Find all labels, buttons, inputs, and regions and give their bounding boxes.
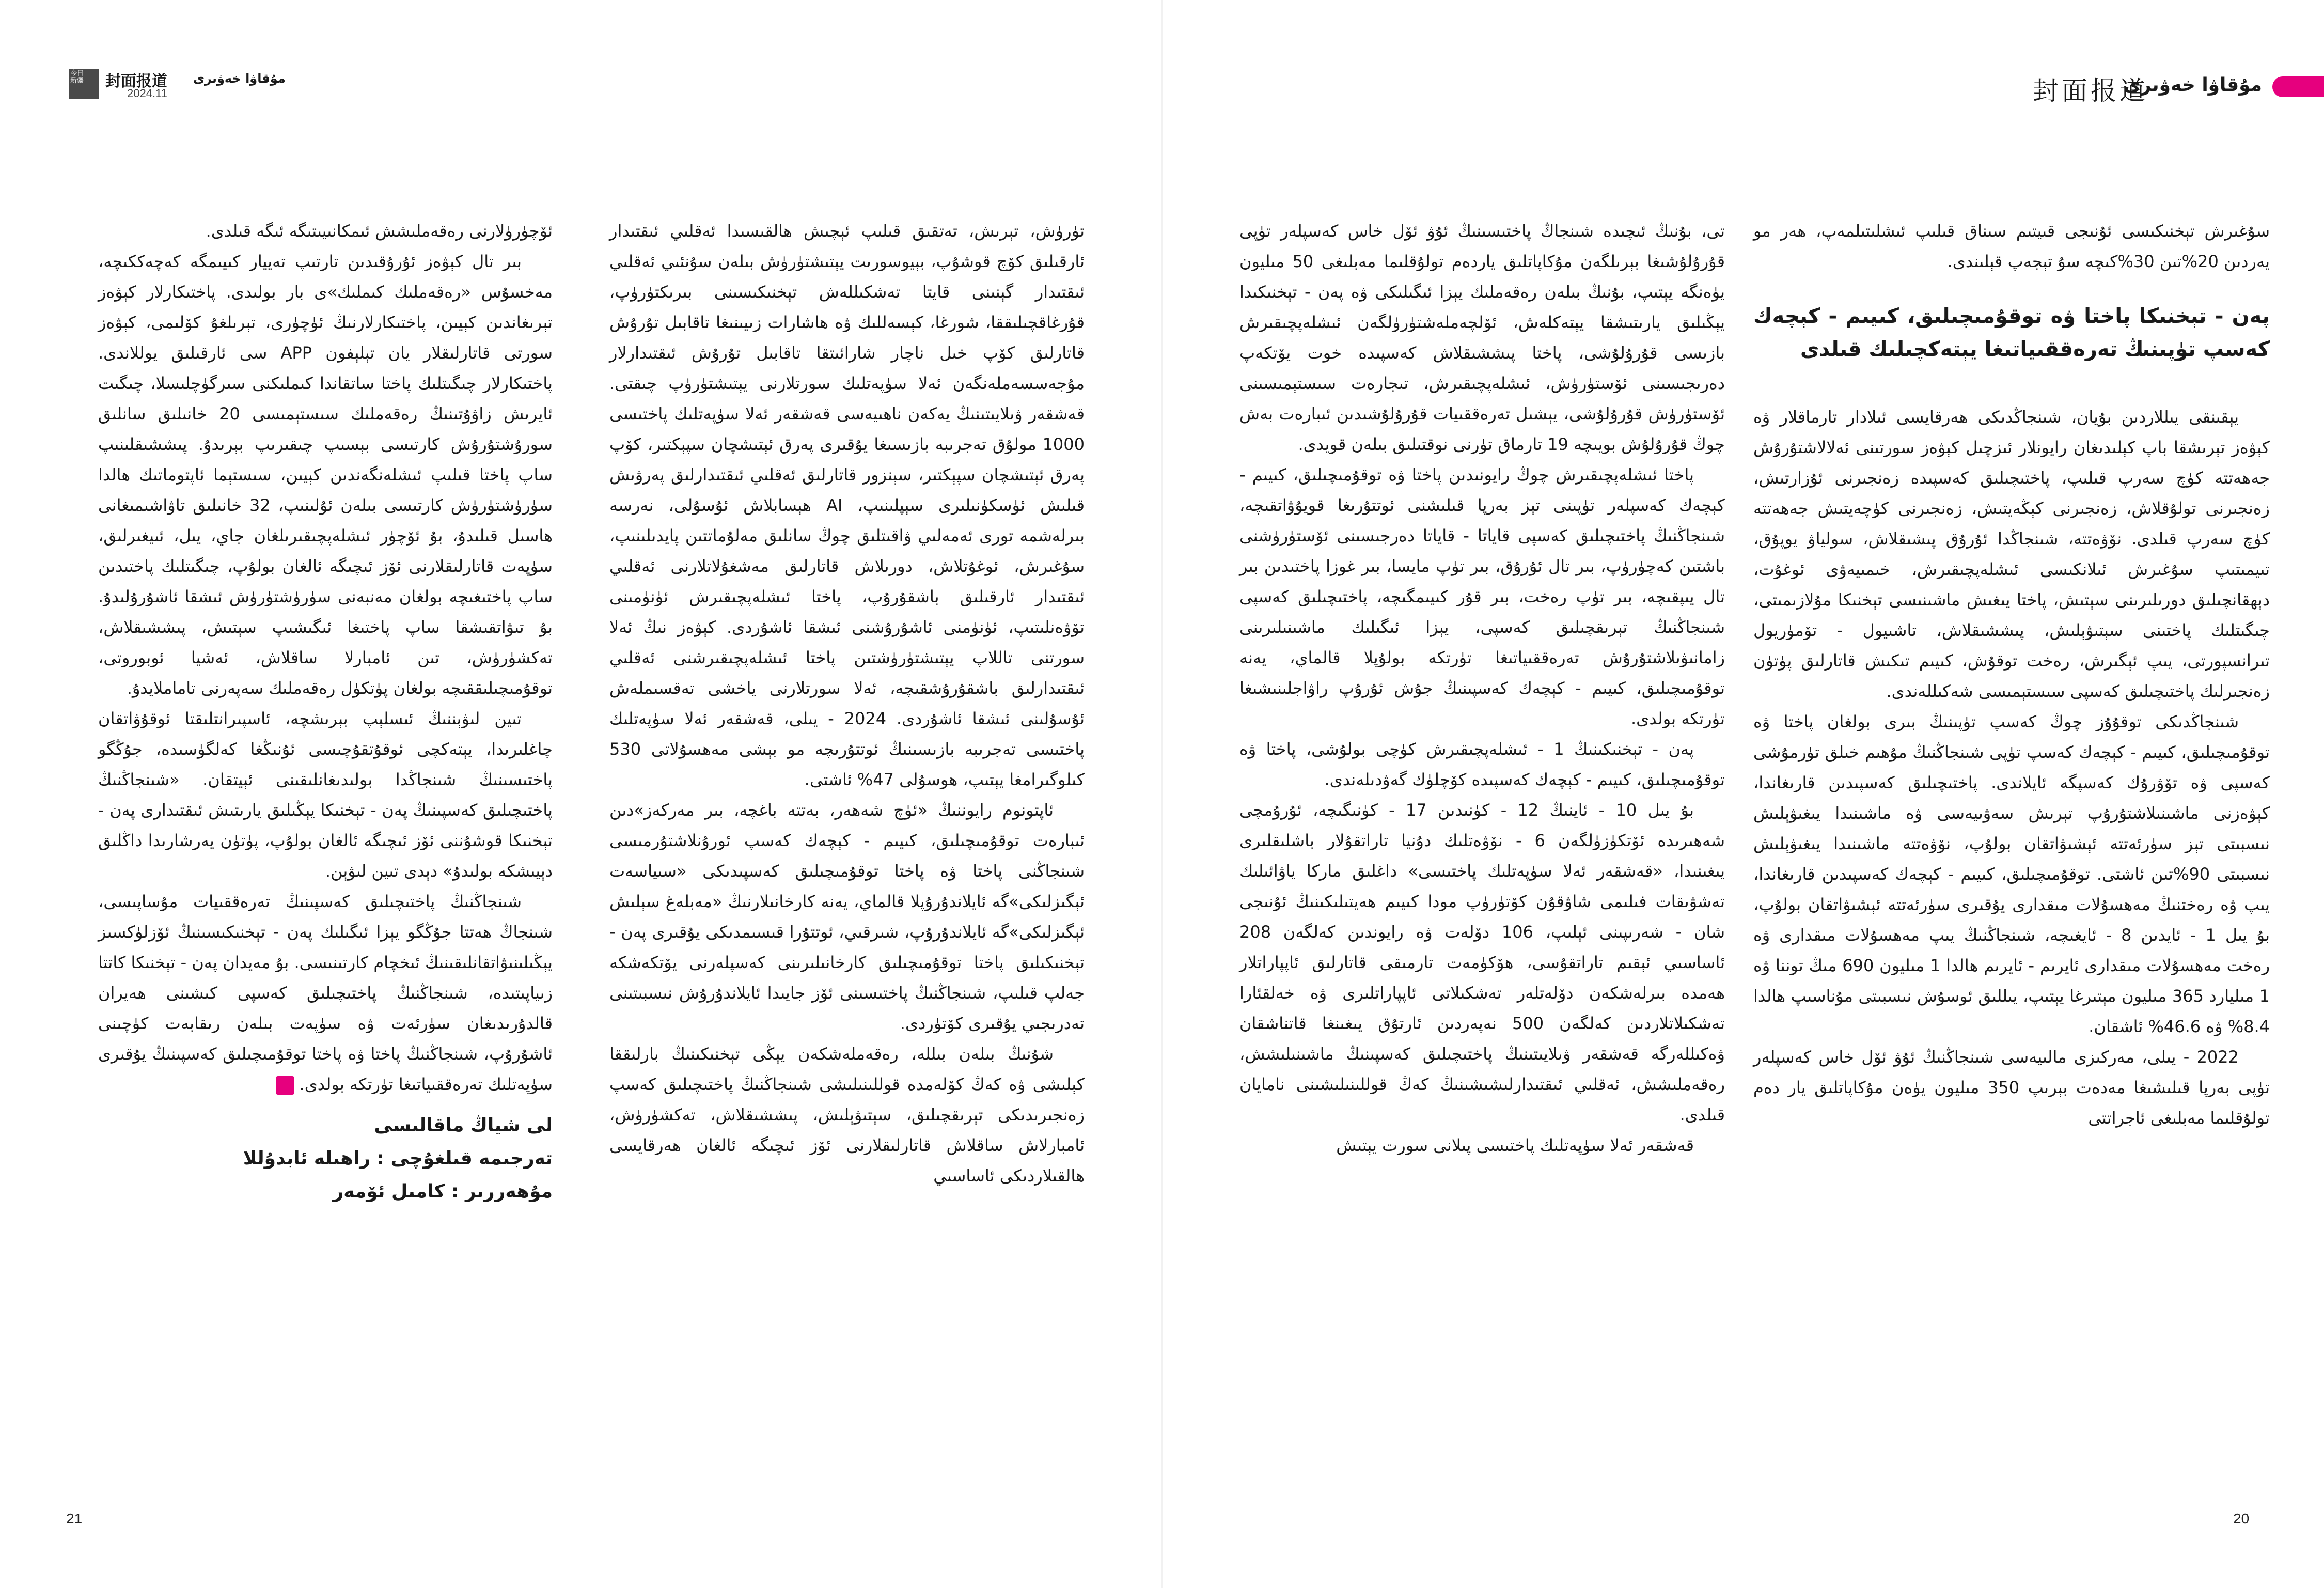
paragraph: پەن - تېخنىكىنىڭ 1 - ئىشلەپچىقىرش كۈچى بولۇشى، پاختا ۋە توقۇمىچىلىق، كىيىم - كېچەك كەسپىدە كۆچلۈك گەۋدىلەندى. — [1239, 739, 1725, 789]
issue-date: 2024.11 — [127, 87, 167, 100]
paragraph: شۇنىڭ بىلەن بىللە، رەقەملەشكەن يېڭى تېخنىكىنىڭ بارلىققا كېلىشى ۋە كەڭ كۆلەمدە قوللىنىلىشى شىنجاڭنىڭ پاختىچىلىق كەسپ زەنجىرىدىكى تېرىقچىلىق، سېتىۋېلىش، پىششىقلاش، تەكشۈرۈش، ئامبارلاش ساقلاش قاتارلىقلارنى ئۆز ئىچىگە ئالغان ھەرقايسى ھالقىلاردىكى ئاساسىي — [609, 1044, 1085, 1186]
magazine-logo — [69, 69, 99, 99]
page-number-right: 20 — [2233, 1511, 2250, 1527]
editor-credit: مۇھەررىر : كامىل ئۆمەر — [333, 1181, 553, 1202]
section-title-ug-right: مۇقاۋا خەۋىرى — [2123, 74, 2262, 96]
column-4 — [1753, 216, 2270, 1133]
end-mark-icon — [276, 1076, 294, 1095]
credits — [98, 1109, 553, 1208]
translator-credit: تەرجىمە قىلغۇچى : راھىلە ئابدۇللا — [243, 1148, 553, 1169]
paragraph-text: شىنجاڭنىڭ پاختىچىلىق كەسپىنىڭ تەرەققىيات مۇساپىسى، شىنجاڭ ھەتتا جۇڭگو يېزا ئىگىلىك پەن - تېخنىكىسىنىڭ ئۆزلۈكسىز يېڭىلىنىۋاتقانلىقىنىڭ ئىخچام كارتىنىسى. بۇ مەيدان پەن - تېخنىكا كاتتا زىياپىتىدە، شىنجاڭنىڭ پاختىچىلىق كەسپى كىشىنى ھەيران قالدۇرىدىغان سۈرئەت ۋە سۈپەت بىلەن رىقابەت كۈچىنى ئاشۇرۇپ، شىنجاڭنىڭ پاختا ۋە پاختا توقۇمىچىلىق كەسپىنىڭ يۇقىرى سۈپەتلىك تەرەققىياتىغا تۈرتكە بولدى. — [98, 892, 553, 1094]
paragraph: شىنجاڭدىكى توقۇۇز چوڭ كەسپ تۈپىنىڭ بىرى بولغان پاختا ۋە توقۇمىچىلىق، كىيىم - كېچەك كەسپ تۈپى شىنجاڭنىڭ مۇھىم خىلق تۈرمۇشى كەسپى ۋە تۆۋرۇك كەسپگە ئايلاندى. پاختىچىلىق كەسپىدىن قارىغاندا، كېۋەزنى ماشىنىلاشتۇرۇپ تېرىش سەۋىيەسى ۋە ماشىنىدا يىغىۋېلىش نىسبىتى تېز سۈرئەتتە ئېشىۋاتقان بولۇپ، نۆۋەتتە ماشىنىدا يىغىۋېلىش نىسبىتى 90%تىن ئاشتى. توقۇمىچىلىق، كىيىم - كېچەك كەسپىدىن قارىغاندا، يىپ ۋە رەختنىڭ مەھسۇلات مىقدارى يۇقىرى سۈرئەتتە ئېشىۋاتقان بولۇپ، بۇ يىل 1 - ئايدىن 8 - ئايغىچە، شىنجاڭنىڭ يىپ مەھسۇلات مىقدارى ۋە رەخت مەھسۇلات مىقدارى ئايرىم - ئايرىم ھالدا 1 مىليون 690 مىڭ توننا ۋە 1 مىليارد 365 مىليون مېتىرغا يېتىپ، يىللىق ئوسۇش نىسبىتى مۇناسىپ ھالدا 8.4% ۋە 46.6% ئاشقان. — [1753, 712, 2270, 1036]
column-3 — [1239, 216, 1725, 1161]
section-title-ug: مۇقاۋا خەۋىرى — [193, 71, 286, 86]
paragraph: يېقىنقى يىللاردىن بۇيان، شىنجاڭدىكى ھەرقايسى ئىلادار تارماقلار ۋە كېۋەز تېرىشقا باپ كېلىدىغان رايونلار ئىزچىل كېۋەز سورتىنى ئەلالاشتۇرۇش جەھەتتە كۈچ سەرپ قىلىپ، پاختىچىلىق كەسپىدە زەنجىرنى ئۇزارتىش، زەنجىرنى تولۇقلاش، زەنجىرنى كېڭەيتىش، زەنجىرنى كۈچەيتىش جەھەتتە كۈچ سەرپ قىلدى. نۆۋەتتە، شىنجاڭدا ئۇرۇق پىشىقلاش، سولياۋ يوپۇق، تىيمىتىپ سۇغىرش ئىلانكىسى ئىشلەپچىقىرش، خىمىيەۋى ئوغۇت، دېھقانچىلىق دورىلىرىنى سېتىش، پاختا يىغىش ماشىنىسى تېخنىكا مۇلازىمىتى، چىگىتلىك پاختىنى سېتىۋېلىش، پىششىقلاش، تاشىيول - تۆمۈريول تىرانسپورتى، يىپ ئېگىرش، رەخت توقۇش، كىيىم تىكىش قاتارلىق پۈتۈن زەنجىرلىك پاختىچىلىق كەسپى سىستېمىسى شەكىللەندى. — [1753, 407, 2270, 701]
section-title-cn: 封面报道 — [105, 72, 167, 90]
page-number-left: 21 — [66, 1511, 83, 1527]
paragraph: تىين لىۋېننىڭ ئىسلېپ بېرىشچە، ئاسپىرانتلىقتا ئوقۇۋاتقان چاغلىرىدا، يېتەكچى ئوقۇتقۇچىسى ئۇنىڭغا كەلگۈسىدە، جۇڭگو پاختىسىنىڭ شىنجاڭدا بولىدىغانلىقىنى ئېيتقان. «شىنجاڭنىڭ پاختىچىلىق كەسپىنىڭ پەن - تېخنىكا يېڭىلىق يارىتىش ئىقتىدارى پەن - تېخنىكا قوشۇننى ئۆز ئىچىگە ئالغان بولۇپ، پۈتۈن يەرشارىدا داڭلىق دېيىشكە بولىدۇ» دېدى تىين لىۋېن. — [98, 709, 553, 881]
subheading: پەن - تېخنىكا پاختا ۋە توقۇمىچىلىق، كىيىم - كېچەك كەسپ تۈپىنىڭ تەرەققىياتىغا يېتەكچىلىك قىلدى — [1753, 304, 2270, 361]
column-2 — [609, 216, 1085, 1191]
author-credit: لى شياڭ ماقالىسى — [374, 1115, 553, 1136]
paragraph: ئاپتونوم رايوننىڭ «ئۈچ شەھەر، بەتتە باغچە، بىر مەركەز»دىن ئىبارەت توقۇمىچىلىق، كىيىم - كېچەك كەسپ ئورۇنلاشتۇرمىسى شىنجاڭنى پاختا ۋە پاختا توقۇمىچىلىق كەسپىدىكى «سىياسەت ئېگىزلىكى»گە ئايلاندۇرۇپلا قالماي، يەنە كارخانىلارنىڭ «مەبلەغ سېلىش ئېگىزلىكى»گە ئايلاندۇرۇپ، شىرقىي، ئوتتۇرا قىسىمدىكى يۇقىرى پەن - تېخنىكىلىق پاختا توقۇمىچىلىق كارخانىلىرىنى كەسپلەرنى يۆتكەشكە جەلپ قىلىپ، شىنجاڭنىڭ پاختىسىنى ئۆز جايىدا ئايلاندۇرۇش نىسبىتىنى تەدرىجىي يۇقىرى كۆتۈردى. — [609, 800, 1085, 1033]
paragraph — [98, 886, 553, 1100]
section-tab — [2272, 76, 2324, 97]
paragraph: سۇغىرش تېخنىكىسى ئۇنىجى قىيتىم سىناق قىلىپ ئىشلىتىلمەپ، ھەر مو يەردىن 20%تىن 30%كىچە سۇ تېجەپ قېلىندى. — [1753, 221, 2270, 271]
paragraph: 2022 - يىلى، مەركىزى مالىيەسى شىنجاڭنىڭ ئۇۋ ئۆل خاس كەسپلەر تۈپى بەرپا قىلىشىغا مەدەت بېرىپ 350 مىليون يۈەن مۇكاپاتلىق يار دەم تولۇقلىما مەبلىغى ئاجراتتى — [1753, 1047, 2270, 1128]
section-title-cn-right: 封面报道 — [2033, 76, 2148, 106]
paragraph: بىر تال كېۋەز ئۇرۇقىدىن تارتىپ تەييار كىيىمگە كەچەككىچە، مەخسۇس «رەقەملىك كىملىك»ى بار بولىدى. پاختىكارلار كېۋەز تېرىغاندىن كېيىن، پاختىكارلارنىڭ ئۈچۈرى، تېرىلغۇ كۆلىمى، كېۋەز سورتى قاتارلىقلار يان تېلېفون APP سى ئارقىلىق يوللاندى. پاختىكارلار چىگىتلىك پاختا ساتقاندا كىملىكنى سىرگۈچلىسلا، چىگىت ئايرىش زاۋۇتىنىڭ رەقەملىك سىستېمىسى 20 خانىلىق سانلىق سورۇشتۇرۇش كارتىسى بېسىپ چىقىرىپ بېرىدۇ. پىششىقلىنىپ ساپ پاختا قىلىپ ئىشلەنگەندىن كېيىن، سىستېما ئاپتوماتىك ھالدا سۈرۈشتۈرۈش كارتىسى بىلەن ئۇلىنىپ، 32 خانىلىق تاۋاشىمىغانى ھاسىل قىلىدۇ، بۇ ئۆچۈر ئىشلەپچىقىرىلغان جاي، يىل، ئىيغىرلىق، سۈپەت قاتارلىقلارنى ئۆز ئىچىگە ئالغان بولۇپ، چىگىتلىك پاختىدىن ساپ پاختىغىچە بولغان مەنبەنى سۈرۈشتۈرۈش ئىشقا ئاشۇرۇلىدۇ. بۇ تىۋاتقىشقا ساپ پاختىغا ئىگىشىپ سېتىش، پىششىقلاش، تەكشۈرۈش، تىن ئامبارلا ساقلاش، ئەشيا ئوبوروتى، توقۇمىچىلىققىچە بولغان پۈتكۈل رەقەملىك سەپەرنى تاماملايدۇ. — [98, 252, 553, 698]
paragraph: بۇ يىل 10 - ئاينىڭ 12 - كۈنىدىن 17 - كۈنىگىچە، ئۇرۇمچى شەھىرىدە ئۆتكۈزۈلگەن 6 - نۆۋەتلىك دۇنيا تاراتقۇلار باشلىقلىرى يىغىنىدا، «قەشقەر ئەلا سۈپەتلىك پاختىسى» داغلىق ماركا ياۋائىلىك تەشۋىقات فىلىمى شاۋقۇن كۆتۈرۈپ مودا كىيىم ھەيتىلىكىنىڭ ئۇنىجى شان - شەرىپىنى ئېلىپ، 106 دۆلەت ۋە رايوندىن كەلگەن 208 ئاساسىي ئېقىم تاراتقۇسى، ھۆكۈمەت تارمىقى قاتارلىق ئاپپاراتلار ھەمدە بىرلەشكەن دۆلەتلەر تەشكىلاتى ئاپپاراتلىرى ۋە خەلقئارا تەشكىلاتلاردىن كەلگەن 500 نەپەردىن ئارتۇق يىغىنغا قاتناشقان ۋەكىللەرگە قەشقەر ۋىلايىتىنىڭ پاختىچىلىق كەسپىنىڭ ماشىنىلىشش، رەقەملىشش، ئەقلىي ئىقتىدارلىشىشىنىڭ كەڭ قوللىنىلىشىنى نامايان قىلدى. — [1239, 800, 1725, 1125]
logo-line-1: 今日 — [70, 70, 84, 77]
paragraph: پاختا ئىشلەپچىقىرش چوڭ رايونىدىن پاختا ۋە توقۇمىچىلىق، كىيىم - كېچەك كەسپلەر تۈپىنى تېز بەرپا قىلىشنى ئوتتۇرىغا قويۇۋاتقىچە، شىنجاڭنىڭ پاختىچىلىق كەسپى قاياتا - قاياتا دەرجىسىنى ئۆستۈرۈشنى باشتىن كەچۈرۈپ، بىر تال ئۇرۇق، بىر تۈپ مايسا، بىر غوزا پاختىدىن بىر تال يىپقىچە، بىر تۈپ رەخت، بىر قۇر كىيىمگىچە، پاختىچىلىق كەسپى شىنجاڭنىڭ تېرىقچىلىق كەسپى، يېزا ئىگىلىك ماشىنىلىرىنى زامانىۋىلاشتۇرۇش تەرەققىياتىغا تۈرتكە بولۇپلا قالماي، يەنە توقۇمىچىلىق، كىيىم - كېچەك كەسپىنىڭ جۇش ئۇرۇپ راۋاجلىنىشىغا تۈرتكە بولدى. — [1239, 465, 1725, 728]
paragraph: ئۆچۈرۈلارنى رەقەملىشش ئىمكانىيىتىگە ئىگە قىلدى. — [206, 221, 553, 241]
paragraph: تى، بۇنىڭ ئىچىدە شىنجاڭ پاختىسىنىڭ ئۇۋ ئۆل خاس كەسپلەر تۈپى قۇرۇلۇشىغا بېرىلگەن مۇكاپاتلىق ياردەم تولۇقلىما مەبلىغى 50 مىليون يۈەنگە يېتىپ، بۇنىڭ بىلەن رەقەملىك يېزا ئىگىلىكى ۋە پەن - تېخنىكىدا يېڭىلىق يارىتىشقا يېتەكلەش، ئۆلچەملەشتۈرۈلگەن ئىشلەپچىقىرش بازىسى قۇرۇلۇشى، پاختا پىششىقلاش كەسپىدە خوت يۆتكەپ دەرىجىسىنى ئۆستۈرۈش، ئىشلەپچىقىرش، تىجارەت سىستېمىسىنى ئۆستۈرۈش قۇرۇلۇشى، يېشىل تەرەققىيات قۇرۇلۇشىدىن ئىبارەت بەش چوڭ قۇرۇلۇش بويىچە 19 تارماق تۈرنى نوقتىلىق بىلەن قويدى. — [1239, 221, 1725, 454]
right-header — [1901, 70, 2262, 106]
paragraph: قەشقەر ئەلا سۈپەتلىك پاختىسى پىلانى سورت يېتىش — [1336, 1135, 1694, 1155]
paragraph: تۈرۈش، تېرىش، تەتقىق قىلىپ ئېچىش ھالقىسىدا ئەقلىي ئىقتىدار ئارقىلىق كۆچ قوشۇپ، بېيوسورىت يېتىشتۈرۈش بىلەن سۇنئىي ئەقلىي ئىقتىدار گېنىنى قايتا تەشكىللەش تېخنىكىسىنى بىرىكتۈرۈپ، قۇرغاقچىلىققا، شورغا، كېسەللىك ۋە ھاشارات زىيىنىغا تاقابىل تۇرۇش قاتارلىق كۆپ خىل ناچار شارائىتقا تاقابىل تۇرۇش ئىقتىدارلار مۇجەسسەملەنگەن ئەلا سۈپەتلىك سورتلارنى يېتىشتۈرۈپ چىقتى. قەشقەر ۋىلايىتىنىڭ يەكەن ناھىيەسى قەشقەر ئەلا سۈپەتلىك پاختىسى 1000 مولۇق تەجرىبە بازىسىغا يۇقىرى پەرق ئېتىشچان سپېكتىر، كۆپ پەرق ئېتىشچان سپېكتىر، سېنزور قاتارلىق ئەقلىي ئىقتىدارلىق پەرۋىش قىلىش ئۈسكۈنىلىرى سېپلىنىپ، AI ھېسابلاش ئۇسۇلى، نەرسە بىرلەشمە تورى ئەمەلىي ۋاقىتلىق چوڭ سانلىق مەلۇماتتىن پايدىلىنىپ، سۇغىرش، ئوغۇتلاش، دورىلاش قاتارلىق مەشغۇلاتلارنى ئەقلىي ئىقتىدار ئارقىلىق باشقۇرۇپ، پاختا ئىشلەپچىقىرش ئۈنۈمىنى تۆۋەنلىتىپ، ئۈنۈمنى ئاشۇرۇشنى ئىشقا ئاشۇردى. كېۋەز نىڭ ئەلا سورتنى تاللاپ يېتىشتۈرۈشتىن پاختا ئىشلەپچىقىرشنى ئەقلىي ئىقتىدارلىق باشقۇرۇشقىچە، ئەلا سورتلارنى ياخشى تەقسىملەش ئۇسۇلىنى ئىشقا ئاشۇردى. 2024 - يىلى، قەشقەر ئەلا سۈپەتلىك پاختىسى تەجرىبە بازىسىنىڭ ئوتتۇرىچە مو بېشى مەھسۇلاتى 530 كىلوگىرامغا يېتىپ، ھوسۇلى 47% ئاشتى. — [609, 221, 1085, 789]
logo-line-2: 新疆 — [70, 77, 84, 85]
column-1 — [98, 216, 553, 1208]
